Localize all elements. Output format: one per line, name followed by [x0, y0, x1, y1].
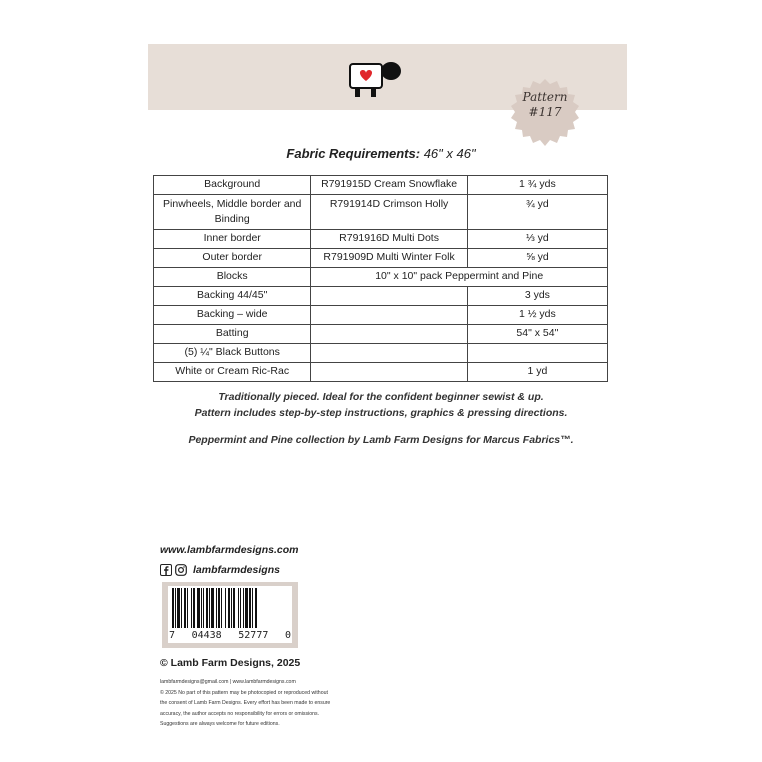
barcode-bar [177, 588, 180, 628]
pattern-number [510, 90, 580, 120]
facebook-icon[interactable] [160, 564, 172, 576]
table-cell: R791909D Multi Winter Folk [311, 249, 467, 268]
notes-line-1: Traditionally pieced. Ideal for the confident beginner sewist & up. [218, 391, 544, 403]
table-cell: Batting [154, 325, 311, 344]
notes-line-2: Pattern includes step-by-step instructions, graphics & pressing directions. [194, 407, 568, 419]
barcode-digit-group: 7 [169, 630, 176, 641]
barcode-bar [184, 588, 186, 628]
table-row [154, 306, 608, 325]
social-links [160, 563, 280, 577]
barcode-bar [238, 588, 239, 628]
table-cell: R791916D Multi Dots [311, 230, 467, 249]
badge-line-1: Pattern [522, 90, 568, 104]
barcode-bar [211, 588, 214, 628]
barcode-digit-group: 52777 [238, 630, 269, 641]
fine-print-line: Suggestions are always welcome for future editions. [160, 721, 280, 727]
barcode-bar [197, 588, 200, 628]
barcode-bar [249, 588, 251, 628]
table-cell: (5) ¼" Black Buttons [154, 344, 311, 363]
table-cell: 54" x 54" [467, 325, 607, 344]
barcode-bar [193, 588, 195, 628]
title-size: 46" x 46" [423, 146, 476, 161]
table-row [154, 363, 608, 382]
table-cell: Backing 44/45" [154, 287, 311, 306]
table-cell: Inner border [154, 230, 311, 249]
barcode-bar [233, 588, 235, 628]
table-cell [311, 344, 467, 363]
barcode-bar [225, 588, 226, 628]
barcode-bar [172, 588, 174, 628]
table-cell: Pinwheels, Middle border and Binding [154, 195, 311, 230]
barcode [170, 588, 290, 630]
table-cell: R791915D Cream Snowflake [311, 176, 467, 195]
barcode-digit-group: 0 [284, 630, 291, 641]
fabric-requirements-title [0, 146, 762, 161]
table-cell: 10" x 10" pack Peppermint and Pine [311, 268, 608, 287]
barcode-bar [218, 588, 220, 628]
copyright: © Lamb Farm Designs, 2025 [160, 657, 301, 669]
table-cell: R791914D Crimson Holly [311, 195, 467, 230]
barcode-digit-group: 04438 [191, 630, 222, 641]
website-link[interactable]: www.lambfarmdesigns.com [160, 544, 299, 556]
barcode-bar [243, 588, 244, 628]
barcode-bar [206, 588, 208, 628]
barcode-bar [191, 588, 192, 628]
table-cell [311, 287, 467, 306]
pattern-notes [0, 389, 762, 421]
barcode-bar [181, 588, 182, 628]
table-cell: 1 ½ yds [467, 306, 607, 325]
table-cell: ⅓ yd [467, 230, 607, 249]
table-row [154, 268, 608, 287]
table-row [154, 195, 608, 230]
fine-print [160, 677, 380, 730]
table-row [154, 230, 608, 249]
sheep-logo-icon [346, 59, 402, 99]
table-row [154, 344, 608, 363]
barcode-bar [203, 588, 204, 628]
barcode-bar [209, 588, 210, 628]
barcode-bar [245, 588, 248, 628]
barcode-bar [216, 588, 217, 628]
barcode-bar [255, 588, 257, 628]
table-row [154, 325, 608, 344]
barcode-bar [228, 588, 230, 628]
table-cell: White or Cream Ric-Rac [154, 363, 311, 382]
table-cell: Blocks [154, 268, 311, 287]
table-cell [467, 344, 607, 363]
fine-print-line: accuracy, the author accepts no responsibility for errors or omissions. [160, 710, 320, 717]
fine-print-line: © 2025 No part of this pattern may be photocopied or reproduced without [160, 689, 328, 696]
barcode-bar [221, 588, 222, 628]
table-cell: ¾ yd [467, 195, 607, 230]
barcode-bar [252, 588, 253, 628]
social-handle: lambfarmdesigns [193, 564, 280, 576]
table-row [154, 249, 608, 268]
table-cell: 1 ¾ yds [467, 176, 607, 195]
table-cell [311, 306, 467, 325]
table-cell [311, 325, 467, 344]
table-row [154, 176, 608, 195]
table-cell: Backing – wide [154, 306, 311, 325]
title-label: Fabric Requirements: [286, 146, 421, 161]
table-cell: Outer border [154, 249, 311, 268]
barcode-number [169, 630, 291, 641]
table-cell: 1 yd [467, 363, 607, 382]
table-cell: Background [154, 176, 311, 195]
barcode-bar [201, 588, 202, 628]
table-row [154, 287, 608, 306]
fine-print-line: the consent of Lamb Farm Designs. Every effort has been made to ensure [160, 700, 331, 706]
table-cell: ⅝ yd [467, 249, 607, 268]
fabric-requirements-table [153, 175, 608, 382]
barcode-bar [231, 588, 232, 628]
barcode-bar [240, 588, 241, 628]
barcode-bar [187, 588, 188, 628]
collection-credit: Peppermint and Pine collection by Lamb Farm Designs for Marcus Fabrics™. [188, 434, 574, 446]
barcode-bar [175, 588, 176, 628]
table-cell [311, 363, 467, 382]
table-cell: 3 yds [467, 287, 607, 306]
instagram-icon[interactable] [175, 564, 187, 576]
badge-line-2: #117 [528, 105, 562, 119]
fine-print-line: lambfarmdesigns@gmail.com | www.lambfarmdesigns.com [160, 679, 296, 685]
